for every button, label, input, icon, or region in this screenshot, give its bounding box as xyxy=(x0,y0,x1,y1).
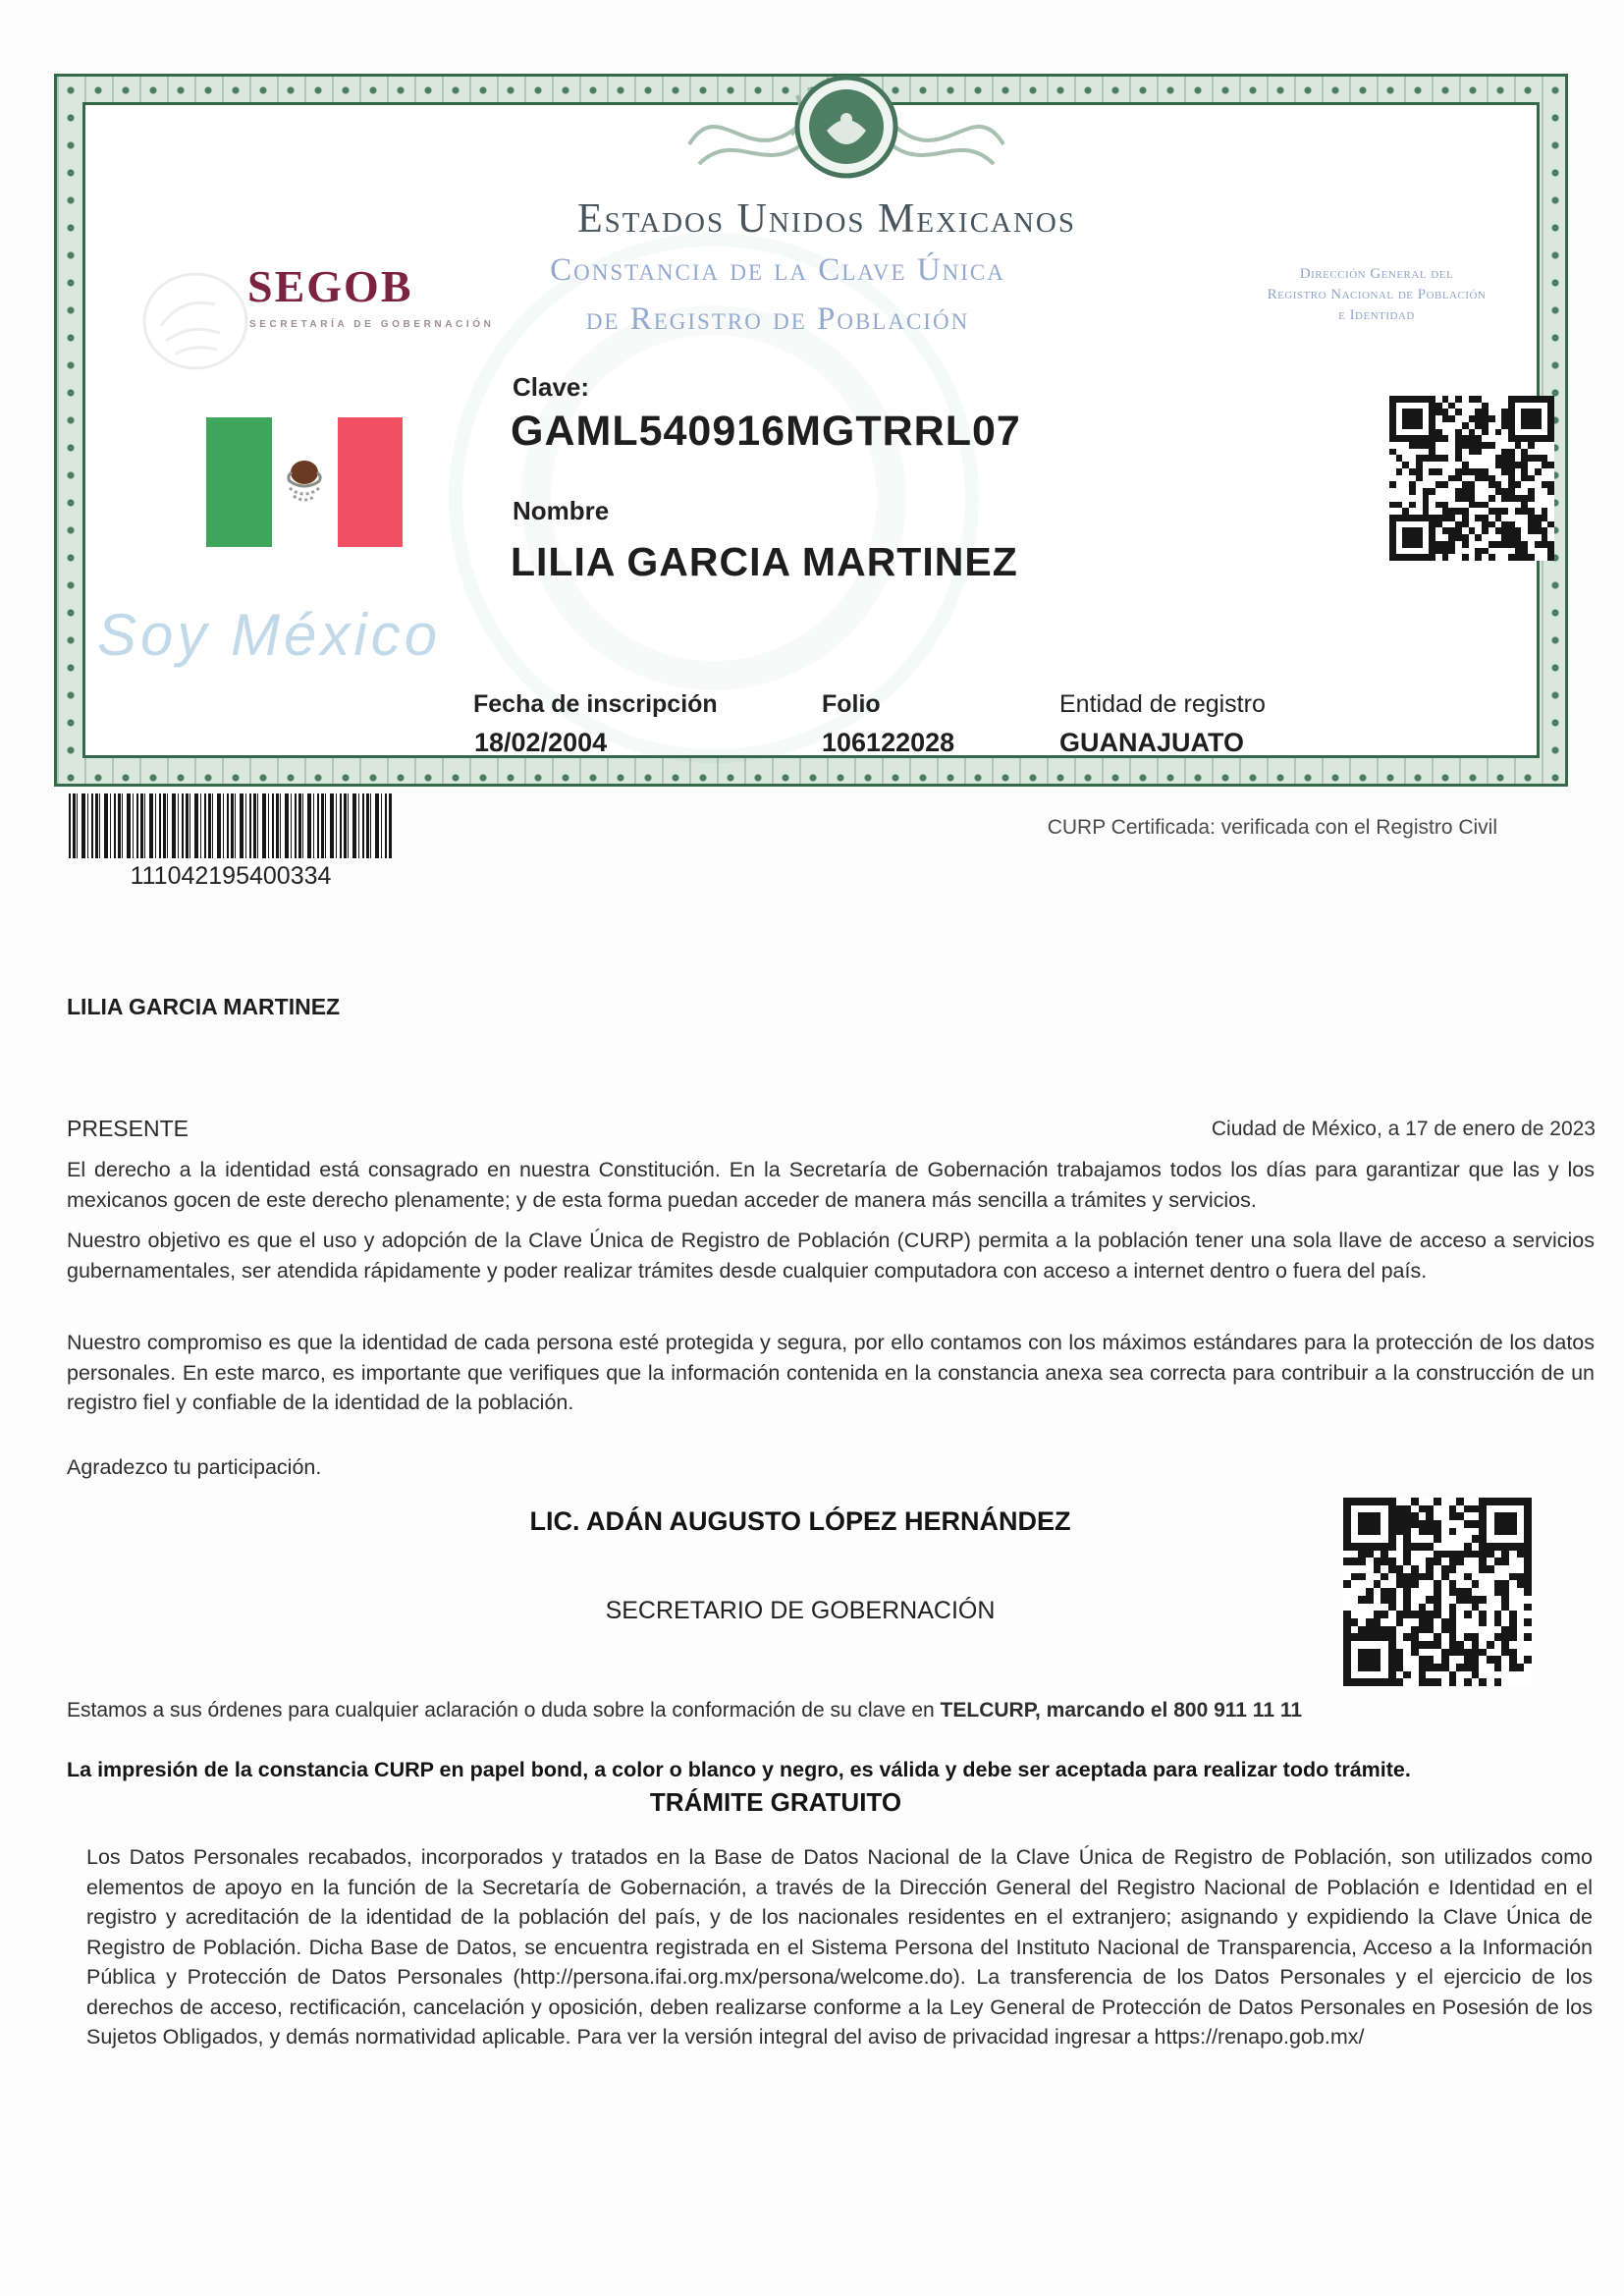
qr-code-signature xyxy=(1343,1498,1532,1686)
eagle-seal-icon xyxy=(679,76,1013,191)
segob-sublabel: SECRETARÍA DE GOBERNACIÓN xyxy=(249,319,495,330)
mexican-flag-icon xyxy=(206,417,403,547)
letter-paragraph-2: Nuestro objetivo es que el uso y adopción de la Clave Única de Registro de Población (CURP) permita a la población tener una sola llave de acceso a servicios gubernamentales, ser atendida rápidamente y poder realizar trámites desde cualquier computadora con acceso a internet dentro o fuera del país. xyxy=(67,1229,1595,1283)
certificate-inner-panel xyxy=(82,102,1540,758)
letter-recipient: LILIA GARCIA MARTINEZ xyxy=(67,994,341,1019)
privacy-notice: Los Datos Personales recabados, incorporados y tratados en la Base de Datos Nacional de la Clave Única de Registro de Población, son utilizados como elementos de apoyo en la función de la Secretaría de Gobernación, a través de la Dirección General del Registro Nacional de Población e Identidad en el registro y acreditación de la identidad de la población del país, y de los nacionales residentes en el extranjero; asignando y expidiendo la Clave Única de Registro de Población. Dicha Base de Datos, se encuentra registrada en el Sistema Persona del Instituto Nacional de Transparencia, Acceso a la Información Pública y Protección de Datos Personales (http://persona.ifai.org.mx/persona/welcome.do). La transferencia de los Datos Personales y el ejercicio de los derechos de acceso, rectificación, cancelación y oposición, deben realizarse conforme a la Ley General de Protección de Datos Personales en Posesión de los Sujetos Obligados, y demás normatividad aplicable. Para ver la versión integral del aviso de privacidad ingresar a https://renapo.gob.mx/ xyxy=(86,1845,1593,2049)
letter-salutation: PRESENTE xyxy=(67,1116,189,1141)
document-title: Estados Unidos Mexicanos xyxy=(576,196,1077,242)
flag-eagle-emblem-icon xyxy=(282,455,327,508)
issuing-office-line2: Registro Nacional de Población xyxy=(1267,287,1487,302)
flag-red-bar xyxy=(338,417,403,547)
letter-paragraph-1: El derecho a la identidad está consagrado en nuestra Constitución. En la Secretaría de Gobernación trabajamos todos los días para garantizar que las y los mexicanos gocen de este derecho plenamente; y de esta forma puedan acceder de manera más sencilla a trámites y servicios. xyxy=(67,1158,1595,1212)
curp-certificate xyxy=(54,74,1568,787)
fecha-inscripcion-value: 18/02/2004 xyxy=(474,728,608,757)
curp-certified-note: CURP Certificada: verificada con el Registro Civil xyxy=(1047,816,1497,839)
fecha-inscripcion-label: Fecha de inscripción xyxy=(473,690,718,718)
print-validity-note: La impresión de la constancia CURP en papel bond, a color o blanco y negro, es válida y debe ser aceptada para realizar todo trámite. xyxy=(67,1758,1411,1781)
letter-paragraph-3: Nuestro compromiso es que la identidad de cada persona esté protegida y segura, por ello contamos con los máximos estándares para la protección de los datos personales. En este marco, es importante que verifiques que la información contenida en la constancia anexa sea correcta para contribuir a la construcción de un registro fiel y confiable de la identidad de la población. xyxy=(67,1331,1595,1414)
folio-value: 106122028 xyxy=(822,728,955,757)
barcode-number: 111042195400334 xyxy=(130,862,332,890)
contact-line-phone: TELCURP, marcando el 800 911 11 11 xyxy=(940,1699,1303,1722)
issuing-office-line3: e Identidad xyxy=(1338,307,1415,323)
signer-title: SECRETARIO DE GOBERNACIÓN xyxy=(605,1597,996,1624)
letter-dateline: Ciudad de México, a 17 de enero de 2023 xyxy=(1211,1118,1596,1140)
nombre-label: Nombre xyxy=(513,496,610,525)
flag-green-bar xyxy=(206,417,272,547)
signer-name: LIC. ADÁN AUGUSTO LÓPEZ HERNÁNDEZ xyxy=(529,1506,1071,1536)
contact-line-text: Estamos a sus órdenes para cualquier aclaración o duda sobre la conformación de su clave en xyxy=(67,1699,941,1722)
folio-label: Folio xyxy=(822,690,881,718)
issuing-office-line1: Dirección General del xyxy=(1299,266,1454,282)
person-name: LILIA GARCIA MARTINEZ xyxy=(511,539,1018,584)
issuing-office xyxy=(1210,264,1543,326)
soy-mexico-watermark: Soy México xyxy=(97,602,442,668)
contact-line xyxy=(67,1699,1595,1722)
entidad-registro-value: GUANAJUATO xyxy=(1059,728,1245,757)
barcode xyxy=(69,793,393,858)
free-procedure-note: TRÁMITE GRATUITO xyxy=(649,1787,902,1817)
qr-code-certificate xyxy=(1389,396,1554,561)
curp-code: GAML540916MGTRRL07 xyxy=(511,408,1021,455)
letter-closing: Agradezco tu participación. xyxy=(67,1455,322,1479)
document-subtitle-line2: de Registro de Población xyxy=(585,301,970,337)
entidad-registro-label: Entidad de registro xyxy=(1059,690,1266,718)
document-subtitle-line1: Constancia de la Clave Única xyxy=(550,252,1005,288)
clave-label: Clave: xyxy=(513,372,590,402)
segob-logo: SEGOB xyxy=(247,261,413,311)
